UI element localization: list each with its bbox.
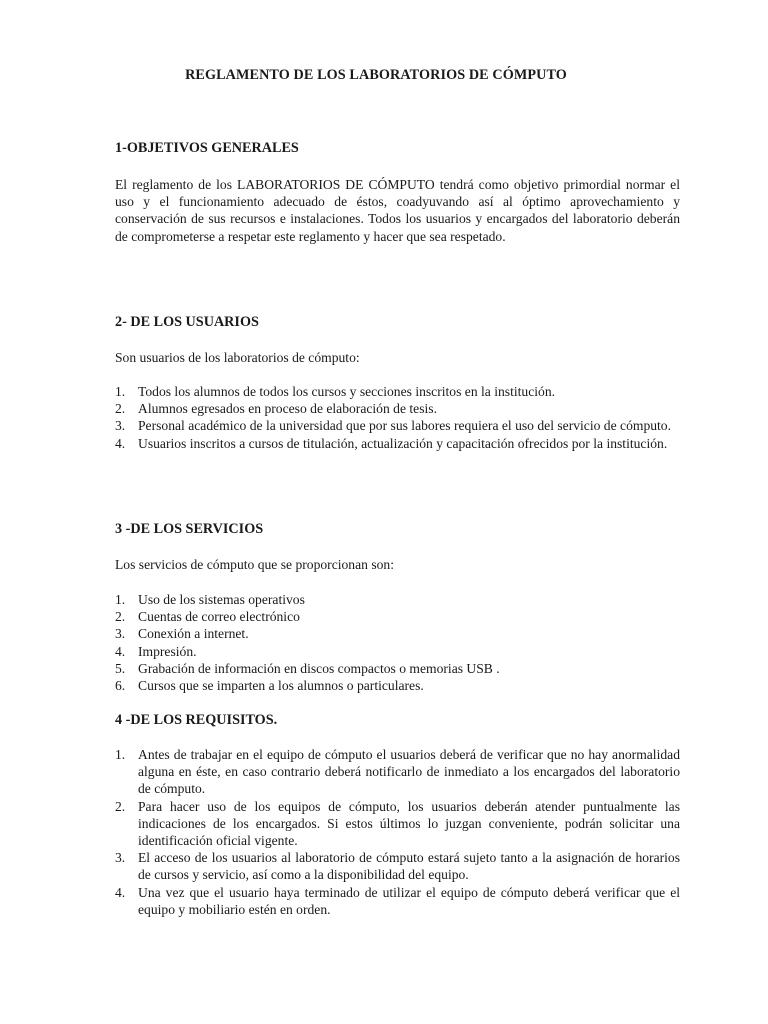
section-intro-servicios: Los servicios de cómputo que se proporcionan son: — [115, 557, 394, 572]
list-item-number: 2. — [115, 401, 126, 417]
list-item-text: Uso de los sistemas operativos — [138, 592, 305, 607]
list-item-number: 2. — [115, 609, 126, 625]
list-item — [115, 746, 680, 798]
list-item-number: 4. — [115, 435, 126, 451]
list-item — [115, 884, 680, 918]
list-item-number: 5. — [115, 660, 126, 676]
list-item-number: 4. — [115, 643, 126, 659]
list-servicios — [115, 591, 680, 694]
list-item-number: 1. — [115, 384, 126, 399]
list-item-text: Grabación de información en discos compactos o memorias USB . — [138, 660, 500, 676]
list-item-number: 1. — [115, 747, 126, 762]
list-item — [115, 435, 680, 452]
list-item — [115, 608, 680, 625]
list-item — [115, 591, 680, 608]
list-usuarios — [115, 383, 680, 452]
list-item-text: Una vez que el usuario haya terminado de utilizar el equipo de cómputo deberá verificar que el equipo y mobiliario estén en orden. — [138, 884, 680, 917]
list-item-number: 3. — [115, 626, 126, 642]
list-item-number: 3. — [115, 850, 126, 866]
section-heading-requisitos: 4 -DE LOS REQUISITOS. — [115, 712, 278, 728]
list-item — [115, 643, 680, 660]
list-item — [115, 417, 680, 434]
list-item-text: Personal académico de la universidad que por sus labores requiera el uso del servicio de cómputo. — [138, 418, 672, 434]
list-item — [115, 400, 680, 417]
list-item-number: 6. — [115, 678, 126, 694]
list-item-text: Alumnos egresados en proceso de elaboración de tesis. — [138, 401, 437, 417]
list-item-text: Antes de trabajar en el equipo de cómputo el usuarios deberá de verificar que no hay anormalidad alguna en éste, en caso contrario deberá notificarlo de inmediato a los encargados del laboratorio de cómputo. — [138, 747, 680, 797]
list-item-number: 3. — [115, 418, 126, 434]
list-item-number: 2. — [115, 798, 126, 814]
list-item — [115, 625, 680, 642]
section-heading-objetivos: 1-OBJETIVOS GENERALES — [115, 140, 299, 156]
list-item-text: Usuarios inscritos a cursos de titulación, actualización y capacitación ofrecidos por la institución. — [138, 435, 668, 451]
list-item-number: 4. — [115, 884, 126, 900]
list-item — [115, 677, 680, 694]
list-item — [115, 660, 680, 677]
list-item-text: El acceso de los usuarios al laboratorio de cómputo estará sujeto tanto a la asignación de horarios de cursos y servicio, así como a la disponibilidad del equipo. — [138, 850, 680, 883]
document-title: REGLAMENTO DE LOS LABORATORIOS DE CÓMPUTO — [185, 67, 567, 83]
list-item — [115, 798, 680, 850]
list-item-text: Para hacer uso de los equipos de cómputo, los usuarios deberán atender puntualmente las indicaciones de los encargados. Si estos últimos lo juzgan conveniente, podrán solicitar una identificación oficial vigente. — [138, 798, 680, 849]
list-item — [115, 383, 680, 400]
list-item-text: Conexión a internet. — [138, 626, 249, 642]
list-item-text: Todos los alumnos de todos los cursos y secciones inscritos en la institución. — [138, 384, 556, 399]
section-intro-usuarios: Son usuarios de los laboratorios de cómputo: — [115, 350, 360, 365]
list-item-text: Cursos que se imparten a los alumnos o particulares. — [138, 678, 424, 694]
list-requisitos — [115, 746, 680, 918]
list-item-number: 1. — [115, 592, 126, 607]
list-item-text: Cuentas de correo electrónico — [138, 609, 300, 625]
list-item-text: Impresión. — [138, 643, 197, 659]
section-heading-servicios: 3 -DE LOS SERVICIOS — [115, 521, 264, 537]
list-item — [115, 849, 680, 883]
section-heading-usuarios: 2- DE LOS USUARIOS — [115, 314, 259, 330]
section-paragraph-objetivos: El reglamento de los LABORATORIOS DE CÓMPUTO tendrá como objetivo primordial normar el uso y el funcionamiento adecuado de éstos, coadyuvando así al óptimo aprovechamiento y conservación de sus recursos e instalaciones. Todos los usuarios y encargados del laboratorio deberán de comprometerse a respetar este reglamento y hacer que sea respetado. — [115, 177, 680, 244]
